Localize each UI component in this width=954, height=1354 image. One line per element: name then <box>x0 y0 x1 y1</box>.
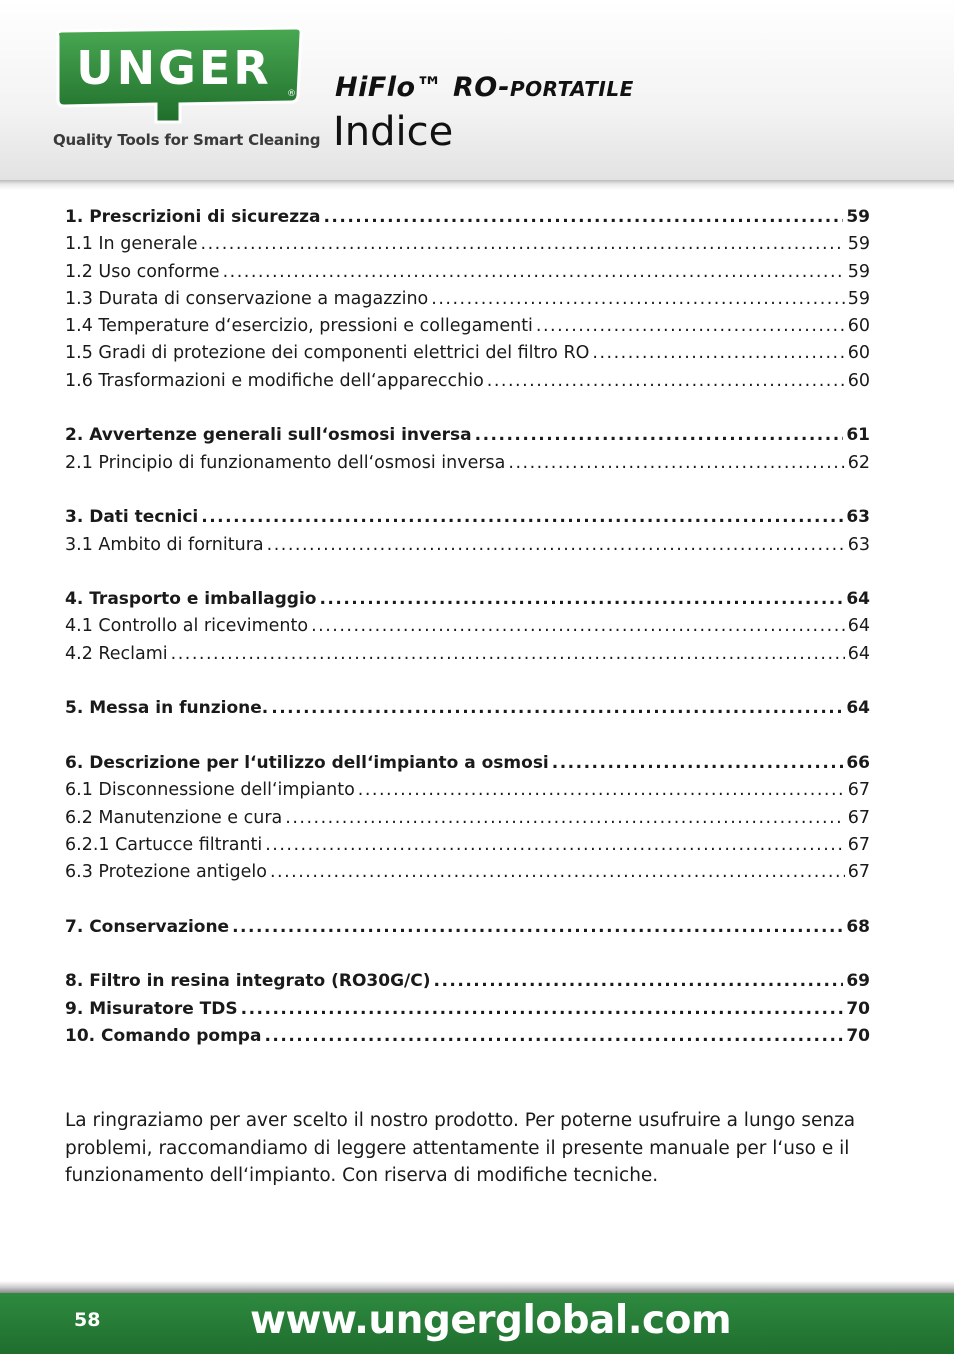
toc-section-entry[interactable] <box>65 507 870 534</box>
toc-subsection-entry[interactable] <box>65 808 870 835</box>
toc-dot-leader <box>264 1026 843 1046</box>
toc-dot-leader <box>323 207 843 227</box>
toc-dot-leader <box>552 753 844 773</box>
toc-entry-page: 68 <box>846 916 870 937</box>
toc-dot-leader <box>508 453 844 473</box>
toc-subsection-entry[interactable] <box>65 616 870 643</box>
toc-dot-leader <box>232 917 843 937</box>
toc-subsection-entry[interactable] <box>65 453 870 480</box>
toc-entry-label: 4. Trasporto e imballaggio <box>65 589 317 610</box>
toc-entry-page: 59 <box>846 207 870 227</box>
toc-entry-page: 67 <box>847 807 870 828</box>
toc-entry-page: 59 <box>847 261 870 282</box>
product-title-main: HiFlo™ RO- <box>335 72 510 103</box>
toc-subsection-entry[interactable] <box>65 343 870 370</box>
unger-logo <box>52 26 304 126</box>
toc-entry-page: 70 <box>846 998 870 1019</box>
toc-entry-label: 4.2 Reclami <box>65 643 168 664</box>
toc-entry-page: 59 <box>847 234 870 255</box>
toc-dot-leader <box>270 862 845 882</box>
toc-section-entry[interactable] <box>65 1026 870 1053</box>
logo-tagline: Quality Tools for Smart Cleaning <box>53 131 321 149</box>
toc-section-entry[interactable] <box>65 999 870 1026</box>
product-title-suffix: PORTATILE <box>509 77 634 101</box>
toc-section-entry[interactable] <box>65 753 870 780</box>
toc-subsection-entry[interactable] <box>65 262 870 289</box>
toc-entry-label: 1.6 Trasformazioni e modifiche dell‘apparecchio <box>65 370 484 391</box>
toc-entry-label: 4.1 Controllo al ricevimento <box>65 616 309 637</box>
intro-paragraph: La ringraziamo per aver scelto il nostro prodotto. Per poterne usufruire a lungo senza problemi, raccomandiamo di leggere attentamente il presente manuale per l‘uso e il funzionamento dell‘impianto. Con riserva di modifiche tecniche. <box>65 1110 856 1186</box>
toc-dot-leader <box>267 535 845 555</box>
page-title: Indice <box>333 109 454 155</box>
toc-entry-page: 62 <box>847 452 870 473</box>
toc-entry-label: 1. Prescrizioni di sicurezza <box>65 207 321 227</box>
toc-dot-leader <box>358 780 845 800</box>
toc-entry-label: 3. Dati tecnici <box>65 507 199 528</box>
toc-dot-leader <box>223 262 845 282</box>
toc-dot-leader <box>271 698 843 718</box>
footer-divider <box>0 1281 954 1293</box>
toc-entry-page: 64 <box>847 616 870 637</box>
page-number: 58 <box>74 1309 101 1331</box>
toc-subsection-entry[interactable] <box>65 289 870 316</box>
toc-subsection-entry[interactable] <box>65 862 870 889</box>
toc-entry-label: 6. Descrizione per l‘utilizzo dell‘impianto a osmosi <box>65 752 549 773</box>
toc-dot-leader <box>475 425 844 445</box>
toc-subsection-entry[interactable] <box>65 644 870 671</box>
product-title <box>335 72 634 103</box>
toc-entry-label: 6.1 Disconnessione dell‘impianto <box>65 780 355 801</box>
toc-entry-page: 61 <box>846 425 870 446</box>
toc-entry-page: 63 <box>846 507 870 528</box>
toc-dot-leader <box>431 289 844 309</box>
toc-entry-page: 67 <box>847 834 870 855</box>
toc-subsection-entry[interactable] <box>65 234 870 261</box>
toc-entry-page: 63 <box>847 534 870 555</box>
toc-entry-page: 69 <box>846 971 870 992</box>
table-of-contents <box>65 207 870 1053</box>
toc-entry-label: 1.2 Uso conforme <box>65 261 220 282</box>
toc-dot-leader <box>319 589 843 609</box>
toc-section-entry[interactable] <box>65 589 870 616</box>
toc-subsection-entry[interactable] <box>65 316 870 343</box>
toc-entry-label: 6.2.1 Cartucce filtranti <box>65 834 263 855</box>
toc-dot-leader <box>265 835 844 855</box>
toc-entry-label: 6.3 Protezione antigelo <box>65 862 267 883</box>
toc-subsection-entry[interactable] <box>65 835 870 862</box>
toc-dot-leader <box>171 644 845 664</box>
toc-entry-page: 64 <box>847 643 870 664</box>
toc-entry-label: 3.1 Ambito di fornitura <box>65 534 264 555</box>
toc-entry-label: 1.5 Gradi di protezione dei componenti elettrici del filtro RO <box>65 343 590 364</box>
website-url[interactable]: www.ungerglobal.com <box>250 1298 732 1343</box>
toc-section-entry[interactable] <box>65 971 870 998</box>
header-divider <box>0 180 954 190</box>
toc-subsection-entry[interactable] <box>65 535 870 562</box>
toc-entry-label: 2. Avvertenze generali sull‘osmosi inversa <box>65 425 472 446</box>
toc-entry-page: 67 <box>847 862 870 883</box>
registered-mark: ® <box>287 89 296 99</box>
toc-entry-page: 60 <box>847 343 870 364</box>
toc-entry-page: 70 <box>846 1025 870 1046</box>
toc-section-entry[interactable] <box>65 698 870 725</box>
toc-entry-label: 1.3 Durata di conservazione a magazzino <box>65 288 429 309</box>
toc-entry-label: 10. Comando pompa <box>65 1025 262 1046</box>
toc-entry-page: 59 <box>847 288 870 309</box>
toc-entry-page: 60 <box>847 316 870 337</box>
toc-entry-label: 6.2 Manutenzione e cura <box>65 807 283 828</box>
toc-entry-label: 7. Conservazione <box>65 916 230 937</box>
toc-dot-leader <box>592 343 844 363</box>
toc-entry-page: 66 <box>846 752 870 773</box>
toc-entry-page: 67 <box>847 780 870 801</box>
toc-section-entry[interactable] <box>65 425 870 452</box>
logo-wordmark: UNGER <box>76 41 272 95</box>
toc-dot-leader <box>311 616 845 636</box>
toc-subsection-entry[interactable] <box>65 371 870 398</box>
toc-dot-leader <box>487 371 845 391</box>
toc-dot-leader <box>536 316 845 336</box>
toc-entry-label: 1.1 In generale <box>65 234 198 255</box>
toc-entry-page: 64 <box>846 698 870 719</box>
toc-section-entry[interactable] <box>65 207 870 234</box>
toc-section-entry[interactable] <box>65 917 870 944</box>
toc-dot-leader <box>285 808 844 828</box>
toc-dot-leader <box>241 999 844 1019</box>
toc-entry-page: 64 <box>846 589 870 610</box>
toc-entry-label: 9. Misuratore TDS <box>65 998 238 1019</box>
toc-entry-label: 2.1 Principio di funzionamento dell‘osmosi inversa <box>65 452 506 473</box>
toc-entry-label: 8. Filtro in resina integrato (RO30G/C) <box>65 971 431 992</box>
toc-dot-leader <box>201 234 845 254</box>
toc-entry-label: 5. Messa in funzione. <box>65 698 269 719</box>
toc-entry-page: 60 <box>847 370 870 391</box>
toc-subsection-entry[interactable] <box>65 780 870 807</box>
toc-dot-leader <box>434 971 844 991</box>
toc-entry-label: 1.4 Temperature d‘esercizio, pressioni e collegamenti <box>65 316 533 337</box>
toc-dot-leader <box>201 507 843 527</box>
